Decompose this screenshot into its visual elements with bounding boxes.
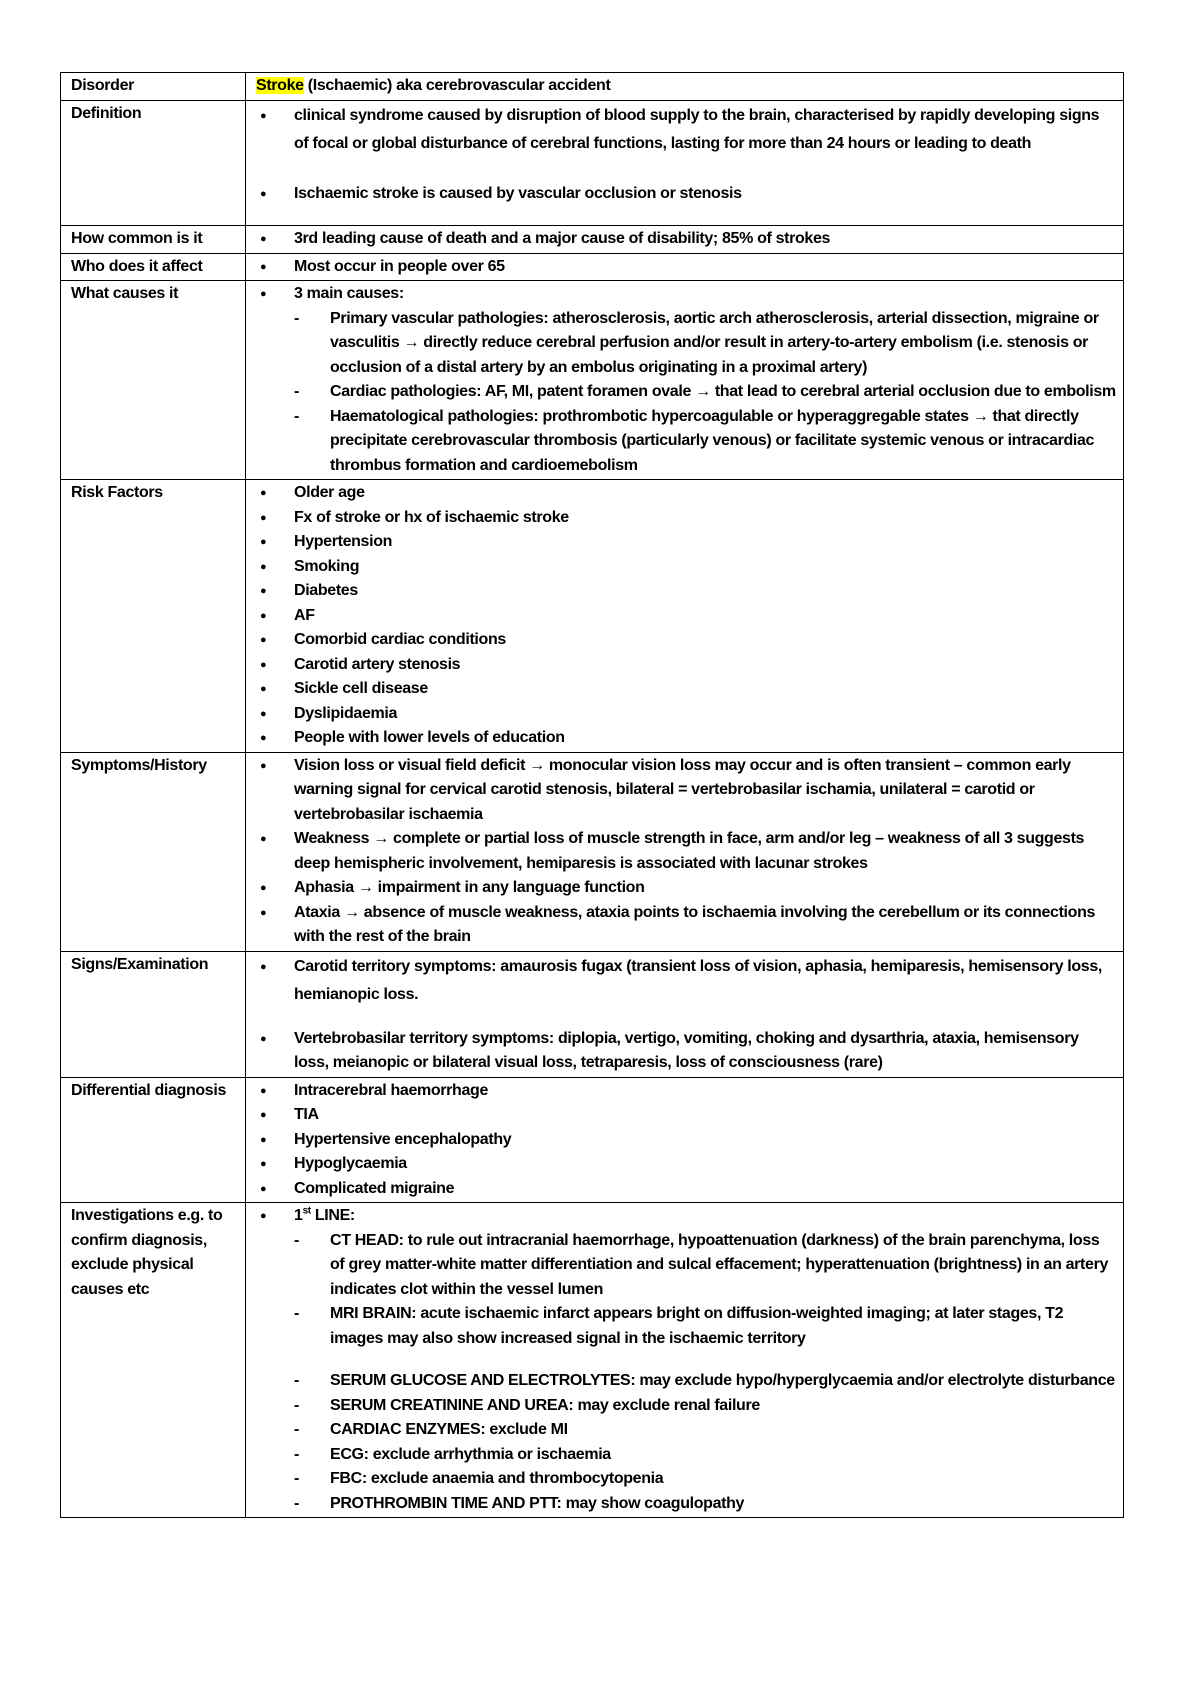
- bullet-list: [256, 754, 1117, 950]
- spacer: [256, 1009, 1117, 1027]
- intro-ordinal: st: [302, 1205, 311, 1217]
- row-causes: [61, 281, 1124, 480]
- row-how-common: [61, 226, 1124, 254]
- bullet-list: [256, 953, 1117, 1009]
- list-item: ● Vertebrobasilar territory symptoms: diplopia, vertigo, vomiting, choking and dysarthria, ataxia, hemisensory loss, meianopic or bilateral visual loss, tetraparesis, loss of consciousness (rare): [256, 1027, 1117, 1076]
- row-label: Symptoms/History: [61, 752, 246, 951]
- sub-list-item: - SERUM CREATININE AND UREA: may exclude renal failure: [294, 1394, 1117, 1419]
- sub-list-item: - CT HEAD: to rule out intracranial haemorrhage, hypoattenuation (darkness) of the brain parenchyma, loss of grey matter-white matter differentiation and sulcal effacement; hyperattenuation (brightness) in an artery indicates clot within the vessel lumen: [294, 1229, 1117, 1303]
- sub-list-item: - Cardiac pathologies: AF, MI, patent foramen ovale → that lead to cerebral arterial occlusion due to embolism: [294, 380, 1117, 405]
- list-item: ● Carotid artery stenosis: [256, 653, 1117, 678]
- disorder-rest: (Ischaemic) aka cerebrovascular accident: [303, 77, 611, 94]
- list-item: ● TIA: [256, 1103, 1117, 1128]
- row-symptoms: [61, 752, 1124, 951]
- row-label: Risk Factors: [61, 480, 246, 753]
- dash-list: [294, 1229, 1117, 1352]
- investigations-content: [246, 1203, 1124, 1518]
- differential-content: [246, 1077, 1124, 1203]
- how-common-content: [246, 226, 1124, 254]
- list-item: ● clinical syndrome caused by disruption of blood supply to the brain, characterised by rapidly developing signs of focal or global disturbance of cerebral functions, lasting for more than 24 hours or leading to death: [256, 102, 1117, 158]
- causes-content: [246, 281, 1124, 480]
- sub-list-item: - PROTHROMBIN TIME AND PTT: may show coagulopathy: [294, 1492, 1117, 1517]
- list-item: ● Fx of stroke or hx of ischaemic stroke: [256, 506, 1117, 531]
- sub-list-item: - Primary vascular pathologies: atherosclerosis, aortic arch atherosclerosis, arterial dissection, migraine or vasculitis → directly reduce cerebral perfusion and/or result in artery-to-artery embolism (i.e. stenosis or occlusion of a distal artery by an embolus originating in a proximal artery): [294, 307, 1117, 381]
- who-affects-content: [246, 253, 1124, 281]
- list-item: ● Diabetes: [256, 579, 1117, 604]
- risk-factors-content: [246, 480, 1124, 753]
- list-item: ● Most occur in people over 65: [256, 255, 1117, 280]
- definition-content: [246, 100, 1124, 226]
- disorder-value: [246, 73, 1124, 101]
- row-definition: [61, 100, 1124, 226]
- spacer: [256, 206, 1117, 224]
- sub-list-item: - FBC: exclude anaemia and thrombocytopenia: [294, 1467, 1117, 1492]
- sub-list-item: - Haematological pathologies: prothrombotic hypercoagulable or hyperaggregable states → that directly precipitate cerebrovascular thrombosis (particularly venous) or facilitate systemic venous or intracardiac thrombus formation and cardioemebolism: [294, 405, 1117, 479]
- row-label: Investigations e.g. to confirm diagnosis, exclude physical causes etc: [61, 1203, 246, 1518]
- row-label: Definition: [61, 100, 246, 226]
- sub-list-item: - SERUM GLUCOSE AND ELECTROLYTES: may exclude hypo/hyperglycaemia and/or electrolyte disturbance: [294, 1369, 1117, 1394]
- disorder-notes-table: [60, 72, 1124, 1518]
- row-label: How common is it: [61, 226, 246, 254]
- bullet-list: [256, 1079, 1117, 1202]
- bullet-list: [256, 227, 1117, 252]
- list-item: ● 3rd leading cause of death and a major cause of disability; 85% of strokes: [256, 227, 1117, 252]
- sub-list-item: - MRI BRAIN: acute ischaemic infarct appears bright on diffusion-weighted imaging; at later stages, T2 images may also show increased signal in the ischaemic territory: [294, 1302, 1117, 1351]
- row-investigations: [61, 1203, 1124, 1518]
- row-label: What causes it: [61, 281, 246, 480]
- list-item: ● Vision loss or visual field deficit → monocular vision loss may occur and is often transient – common early warning signal for cervical carotid stenosis, bilateral = vertebrobasilar ischamia, unilateral = carotid or vertebrobasilar ischaemia: [256, 754, 1117, 828]
- bullet-list: [256, 282, 1117, 478]
- bullet-list: [256, 255, 1117, 280]
- row-label: Who does it affect: [61, 253, 246, 281]
- dash-list: [294, 1369, 1117, 1516]
- spacer: [256, 158, 1117, 182]
- row-label: Signs/Examination: [61, 951, 246, 1077]
- list-item: ● Hypertensive encephalopathy: [256, 1128, 1117, 1153]
- list-item: ● Dyslipidaemia: [256, 702, 1117, 727]
- list-item: ● People with lower levels of education: [256, 726, 1117, 751]
- list-item: ● Complicated migraine: [256, 1177, 1117, 1202]
- row-who-affects: [61, 253, 1124, 281]
- row-label: Disorder: [61, 73, 246, 101]
- list-item: ● Ischaemic stroke is caused by vascular occlusion or stenosis: [256, 182, 1117, 207]
- row-differential: [61, 1077, 1124, 1203]
- intro-number: 1: [294, 1207, 303, 1224]
- list-item: ● Hypertension: [256, 530, 1117, 555]
- intro-rest: LINE:: [310, 1207, 355, 1224]
- causes-intro: 3 main causes:: [294, 285, 404, 302]
- dash-list: [294, 307, 1117, 479]
- list-item: ● Comorbid cardiac conditions: [256, 628, 1117, 653]
- row-signs: [61, 951, 1124, 1077]
- highlighted-term: Stroke: [256, 77, 304, 94]
- bullet-list: [256, 1204, 1117, 1516]
- list-item: [256, 282, 1117, 478]
- bullet-list: [256, 1027, 1117, 1076]
- notes-page: [60, 72, 1124, 1518]
- list-item: ● Sickle cell disease: [256, 677, 1117, 702]
- sub-list-item: - CARDIAC ENZYMES: exclude MI: [294, 1418, 1117, 1443]
- list-item: ● Carotid territory symptoms: amaurosis fugax (transient loss of vision, aphasia, hemiparesis, hemisensory loss, hemianopic loss.: [256, 953, 1117, 1009]
- row-disorder: [61, 73, 1124, 101]
- list-item: [256, 1204, 1117, 1516]
- list-item: ● Hypoglycaemia: [256, 1152, 1117, 1177]
- bullet-list: [256, 182, 1117, 207]
- symptoms-content: [246, 752, 1124, 951]
- spacer: [294, 1351, 1117, 1369]
- bullet-list: [256, 481, 1117, 751]
- list-item: ● AF: [256, 604, 1117, 629]
- list-item: ● Weakness → complete or partial loss of muscle strength in face, arm and/or leg – weakness of all 3 suggests deep hemispheric involvement, hemiparesis is associated with lacunar strokes: [256, 827, 1117, 876]
- list-item: ● Intracerebral haemorrhage: [256, 1079, 1117, 1104]
- investigations-intro: [294, 1207, 355, 1224]
- list-item: ● Smoking: [256, 555, 1117, 580]
- row-risk-factors: [61, 480, 1124, 753]
- list-item: ● Aphasia → impairment in any language function: [256, 876, 1117, 901]
- signs-content: [246, 951, 1124, 1077]
- list-item: ● Older age: [256, 481, 1117, 506]
- row-label: Differential diagnosis: [61, 1077, 246, 1203]
- bullet-list: [256, 102, 1117, 158]
- sub-list-item: - ECG: exclude arrhythmia or ischaemia: [294, 1443, 1117, 1468]
- list-item: ● Ataxia → absence of muscle weakness, ataxia points to ischaemia involving the cerebellum or its connections with the rest of the brain: [256, 901, 1117, 950]
